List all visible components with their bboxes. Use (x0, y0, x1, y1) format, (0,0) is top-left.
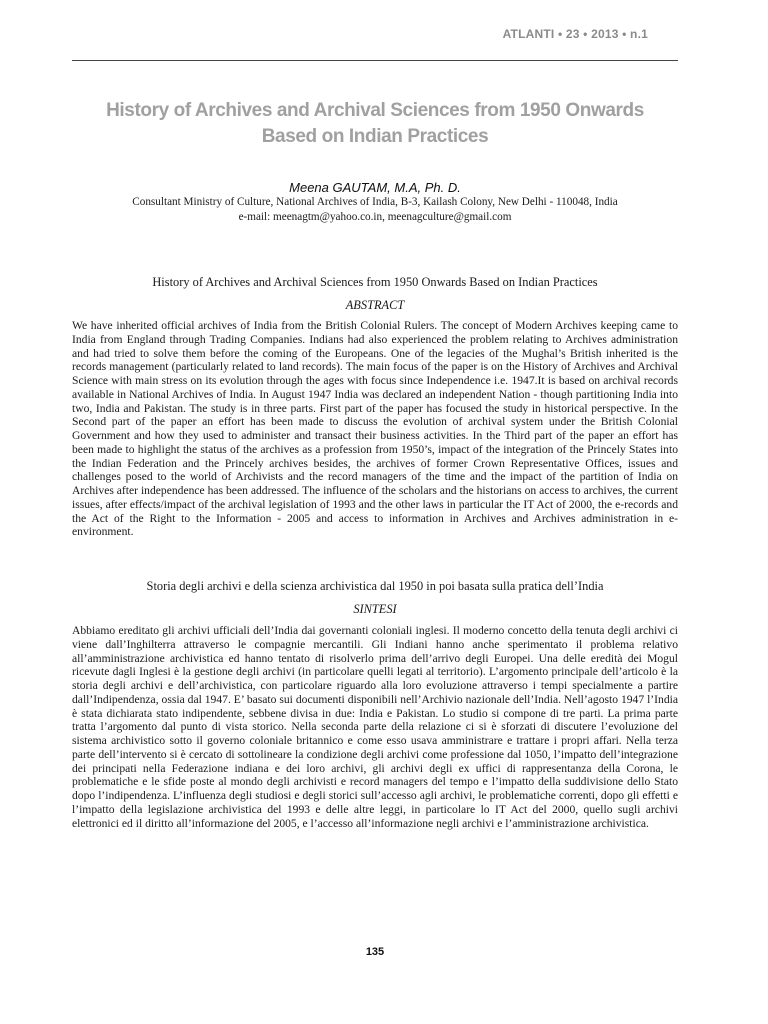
article-title (60, 98, 690, 150)
page-number: 135 (365, 946, 385, 958)
abstract-heading: ABSTRACT (345, 298, 405, 312)
abstract-text: We have inherited official archives of India from the British Colonial Rulers. The concept of Modern Archives keeping came to India from England through Trading Companies. Indians had also experienced the problem relating to Archives administration and had tried to solve them before the coming of the Europeans. One of the legacies of the Mughal’s British inherited is the records management (particularly related to land records). The main focus of the paper is on the History of Archives and Archival Science with main stress on its evolution through the ages with focus since Independence i.e. 1947.It is based on archival records available in National Archives of India. In August 1947 India was declared an independent Nation - though partitioning India into two, India and Pakistan. The study is in three parts. First part of the paper has focused the study in historical perspective. In the Second part of the paper an effort has been made to discuss the evolution of archival system under the British Colonial Government and how they used to administer and transact their business activities. In the Third part of the paper an effort has been made to highlight the status of the archives as a profession from 1950’s, impact of the integration of the Princely States into the Indian Federation and the Princely archives besides, the archives of former Crown Representative Offices, issues and challenges posed to the world of Archivists and the record managers of the time and the impact of the partition of India on Archives after independence has been addressed. The influence of the scholars and the historians on access to archives, the current issues, after effects/impact of the archival legislation of 1993 and the other laws in particular the IT Act of 2000, the e-records and the Act of the Right to the Information - 2005 and access to information in Archives and Archives administration in e-environment. (72, 319, 678, 539)
english-section-title: History of Archives and Archival Sciences from 1950 Onwards Based on Indian Practices (152, 275, 598, 289)
italian-section-title: Storia degli archivi e della scienza archivistica dal 1950 in poi basata sulla pratica dell’India (146, 579, 604, 593)
author-email: e-mail: meenagtm@yahoo.co.in, meenagculture@gmail.com (238, 211, 512, 223)
author-name: Meena GAUTAM, M.A, Ph. D. (289, 180, 461, 195)
sintesi-text: Abbiamo ereditato gli archivi ufficiali dell’India dai governanti coloniali inglesi. Il moderno concetto della tenuta degli archivi ci viene dall’Inghilterra attraverso le compagnie mercantili. Gli Indiani hanno anche sperimentato il problema relativo all’amministrazione archivistica ed hanno tentato di risolverlo prima dell’arrivo degli Europei. Una delle eredità dei Mogul ricevute dagli Inglesi è la gestione degli archivi (in particolare quelli legati al territorio). L’argomento principale dell’articolo è la storia degli archivi e dell’archivistica, con particolare riguardo alla loro evoluzione attraverso i tempi specialmente a partire dall’Indipendenza, ossia dal 1947. E’ basato sui documenti disponibili nell’Archivio nazionale dell’India. Nell’agosto 1947 l’India è stata dichiarata stato indipendente, sebbene divisa in due: India e Pakistan. Lo studio si compone di tre parti. La prima parte tratta l’argomento dal punto di vista storico. Nella seconda parte della relazione ci si è sforzati di discutere l’evoluzione del sistema archivistico sotto il governo coloniale britannico e come esso usava amministrare e trattare i propri affari. Nella terza parte dell’intervento si è cercato di sottolineare la condizione degli archivi come professione dal 1050, l’impatto dell’integrazione dei principati nella Federazione indiana e dei loro archivi, gli archivi degli ex uffici di rappresentanza della Corona, le problematiche e le sfide poste al mondo degli archivisti e record managers del tempo e l’impatto della suddivisione dello Stato dopo l’indipendenza. L’influenza degli studiosi e degli storici sull’accesso agli archivi, le problematiche correnti, dopo gli effetti e l’impatto della legislazione archivistica del 1993 e delle altre leggi, in particolare lo IT Act del 2000, quello sugli archivi elettronici ed il diritto all’informazione del 2005, e l’accesso all’informazione negli archivi e l’amministrazione archivistica. (72, 624, 678, 830)
sintesi-heading: SINTESI (353, 602, 397, 616)
title-line-2: Based on Indian Practices (261, 126, 489, 147)
header-divider (72, 60, 678, 61)
title-line-1: History of Archives and Archival Sciences from 1950 Onwards (106, 100, 644, 121)
journal-header: ATLANTI • 23 • 2013 • n.1 (502, 27, 648, 41)
author-affiliation: Consultant Ministry of Culture, National Archives of India, B-3, Kailash Colony, New Delhi - 110048, India (132, 196, 618, 208)
author-affiliation-block (64, 195, 686, 225)
